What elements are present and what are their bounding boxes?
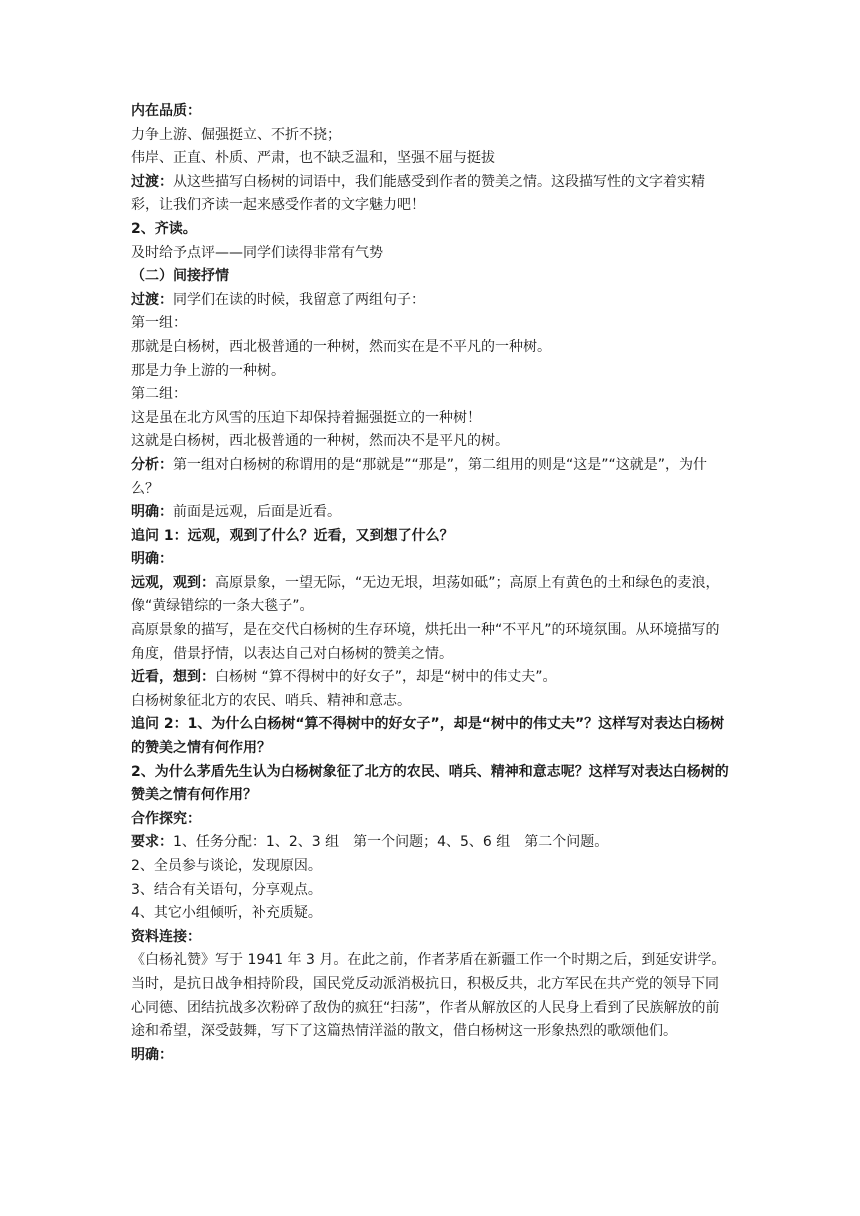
text-line: 2、全员参与谈论，发现原因。 <box>131 858 322 874</box>
text-line: 那就是白杨树，西北极普通的一种树，然而实在是不平凡的一种树。 <box>131 338 551 355</box>
followup-question-2: 追问 2：1、为什么白杨树“算不得树中的好女子”，却是“树中的伟丈夫”？这样写对表达白杨树的赞美之情有何作用？ <box>131 716 725 757</box>
followup-question-1: 追问 1：远观，观到了什么？近看，又到想了什么？ <box>131 527 454 544</box>
requirement-paragraph <box>131 831 732 855</box>
transition-paragraph <box>131 171 732 218</box>
requirement-label: 要求： <box>131 834 173 851</box>
transition-text: 同学们在读的时候，我留意了两组句子： <box>173 291 425 308</box>
text-line: 伟岸、正直、朴质、严肃，也不缺乏温和，坚强不屈与挺拔 <box>131 150 495 167</box>
far-view-label: 远观，观到： <box>131 574 215 591</box>
followup-question-2b: 2、为什么茅盾先生认为白杨树象征了北方的农民、哨兵、精神和意志呢？这样写对表达白杨树的赞美之情有何作用？ <box>131 763 729 804</box>
analysis-paragraph <box>131 454 732 501</box>
transition-paragraph <box>131 289 732 313</box>
clarify-text: 前面是远观，后面是近看。 <box>173 504 341 521</box>
text-line: 4、其它小组倾听，补充质疑。 <box>131 905 322 922</box>
text-line: 这就是白杨树，西北极普通的一种树，然而决不是平凡的树。 <box>131 433 509 450</box>
near-view-text: 白杨树 “算不得树中的好女子”，却是“树中的伟丈夫”。 <box>215 669 557 686</box>
near-view-paragraph <box>131 666 732 690</box>
text-line: 白杨树象征北方的农民、哨兵、精神和意志。 <box>131 692 411 709</box>
text-line: 第二组： <box>131 386 187 403</box>
analysis-label: 分析： <box>131 456 173 473</box>
transition-label: 过渡： <box>131 291 173 308</box>
analysis-text: 第一组对白杨树的称谓用的是“那就是”“那是”，第二组用的则是“这是”“这就是”，为什么？ <box>131 456 708 497</box>
transition-text: 从这些描写白杨树的词语中，我们能感受到作者的赞美之情。这段描写性的文字着实精彩，让我们齐读一起来感受作者的文字魅力吧！ <box>131 173 705 214</box>
text-line: 及时给予点评——同学们读得非常有气势 <box>131 244 383 261</box>
clarify-heading-final: 明确： <box>131 1046 173 1063</box>
near-view-label: 近看，想到： <box>131 669 215 686</box>
text-line: 力争上游、倔强挺立、不折不挠； <box>131 126 341 143</box>
heading-indirect-lyric: （二）间接抒情 <box>131 268 229 285</box>
cooperative-inquiry-heading: 合作探究： <box>131 810 201 827</box>
text-line: 这是虽在北方风雪的压迫下却保持着掘强挺立的一种树！ <box>131 409 481 426</box>
requirement-text: 1、任务分配：1、2、3 组 第一个问题；4、5、6 组 第二个问题。 <box>173 834 609 851</box>
far-view-paragraph <box>131 572 732 619</box>
clarify-heading: 明确： <box>131 551 173 568</box>
clarify-paragraph <box>131 501 732 525</box>
text-line: 那是力争上游的一种树。 <box>131 362 285 379</box>
clarify-label: 明确： <box>131 504 173 521</box>
reference-heading: 资料连接： <box>131 928 201 945</box>
heading-inner-quality: 内在品质： <box>131 103 201 119</box>
far-view-text: 高原景象，一望无际，“无边无垠，坦荡如砥”；高原上有黄色的土和绿色的麦浪，像“黄绿错综的一条大毯子”。 <box>131 574 720 615</box>
transition-label: 过渡： <box>131 173 173 190</box>
text-line: 第一组： <box>131 315 187 332</box>
reference-paragraph: 《白杨礼赞》写于 1941 年 3 月。在此之前，作者茅盾在新疆工作一个时期之后，到延安讲学。当时，是抗日战争相持阶段，国民党反动派消极抗日，积极反共，北方军民在共产党的领导下同心同德、团结抗战多次粉碎了敌伪的疯狂“扫荡”，作者从解放区的人民身上看到了民族解放的前途和希望，深受鼓舞，写下了这篇热情洋溢的散文，借白杨树这一形象热烈的歌颂他们。 <box>131 952 726 1040</box>
text-line: 3、结合有关语句，分享观点。 <box>131 881 322 898</box>
environment-paragraph: 高原景象的描写，是在交代白杨树的生存环境，烘托出一种“不平凡”的环境氛围。从环境描写的角度，借景抒情，以表达自己对白杨树的赞美之情。 <box>131 622 720 662</box>
heading-read-together: 2、齐读。 <box>131 220 197 237</box>
